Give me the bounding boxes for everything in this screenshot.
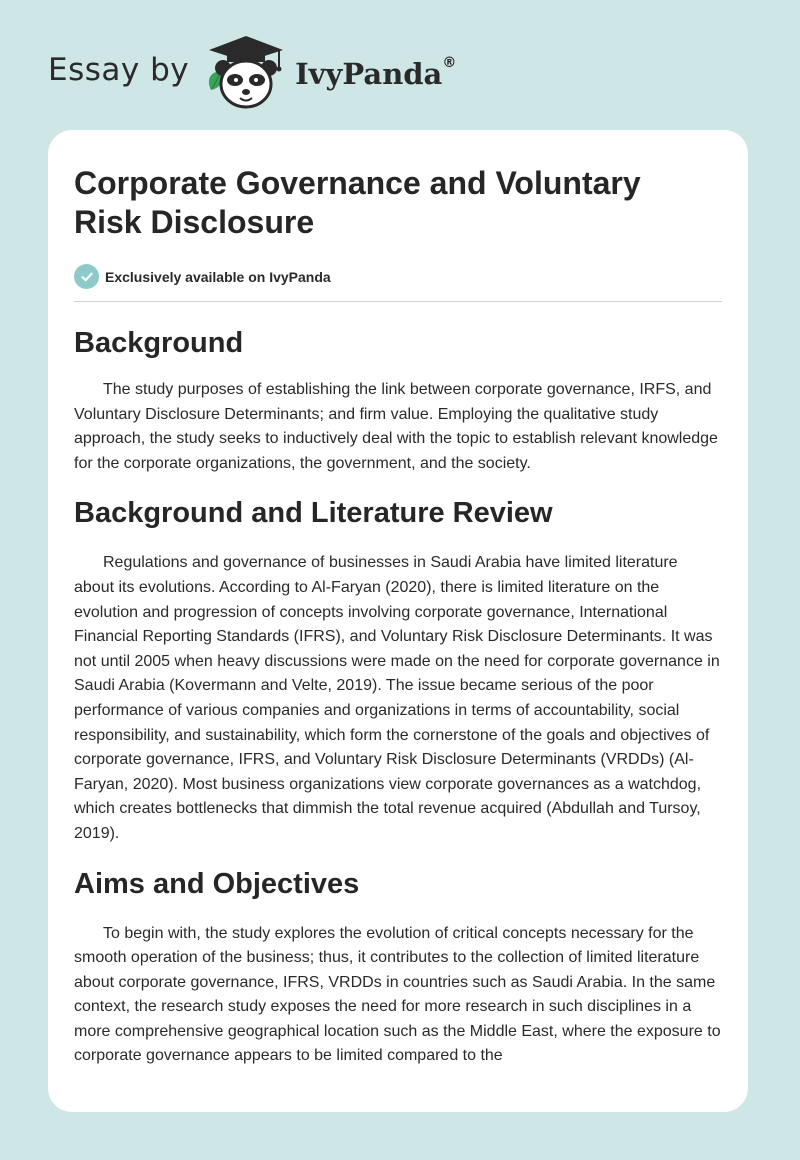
site-header <box>48 32 456 112</box>
essay-by-label: Essay by <box>48 52 190 88</box>
brand-name[interactable]: IvyPanda® <box>295 55 457 91</box>
exclusive-badge <box>74 264 722 289</box>
section-heading-aims-objectives: Aims and Objectives <box>74 867 360 900</box>
section-heading-literature-review: Background and Literature Review <box>74 497 553 530</box>
exclusive-badge-label: Exclusively available on IvyPanda <box>105 268 331 285</box>
section-paragraph-literature-review: Regulations and governance of businesses in Saudi Arabia have limited literature about its evolutions. According to Al-Faryan (2020), there is limited literature on the evolution and progression of concepts involving corporate governance, International Financial Reporting Standards (IFRS), and Voluntary Risk Disclosure Determinants. It was not until 2005 when heavy discussions were made on the need for corporate governance in Saudi Arabia (Kovermann and Velte, 2019). The issue became serious of the poor performance of various companies and organizations in terms of accountability, social responsibility, and sustainability, which form the cornerstone of the goals and objectives of corporate governance, IFRS, and Voluntary Risk Disclosure Determinants (VRDDs) (Al-Faryan, 2020). Most business organizations view corporate governances as a watchdog, which creates bottlenecks that dimmish the total revenue acquired (Abdullah and Tursoy, 2019). <box>74 554 720 842</box>
check-icon <box>74 264 99 289</box>
article-card <box>48 130 748 1112</box>
section-heading-background: Background <box>74 327 244 359</box>
divider <box>74 301 722 302</box>
section-paragraph-background: The study purposes of establishing the link between corporate governance, IRFS, and Voluntary Disclosure Determinants; and firm value. Employing the qualitative study approach, the study seeks to inductively deal with the topic to establish relevant knowledge for the corporate organizations, the government, and the society. <box>74 381 718 472</box>
panda-logo-icon[interactable] <box>203 32 289 112</box>
section-paragraph-aims-objectives: To begin with, the study explores the evolution of critical concepts necessary for the smooth operation of the business; thus, it contributes to the collection of limited literature about corporate governance, IFRS, VRDDs in countries such as Saudi Arabia. In the same context, the research study exposes the need for more research in such disciplines in a more comprehensive geographical location such as the Middle East, where the exposure to corporate governance appears to be limited compared to the <box>74 924 721 1065</box>
article-title: Corporate Governance and Voluntary Risk Disclosure <box>74 165 641 240</box>
